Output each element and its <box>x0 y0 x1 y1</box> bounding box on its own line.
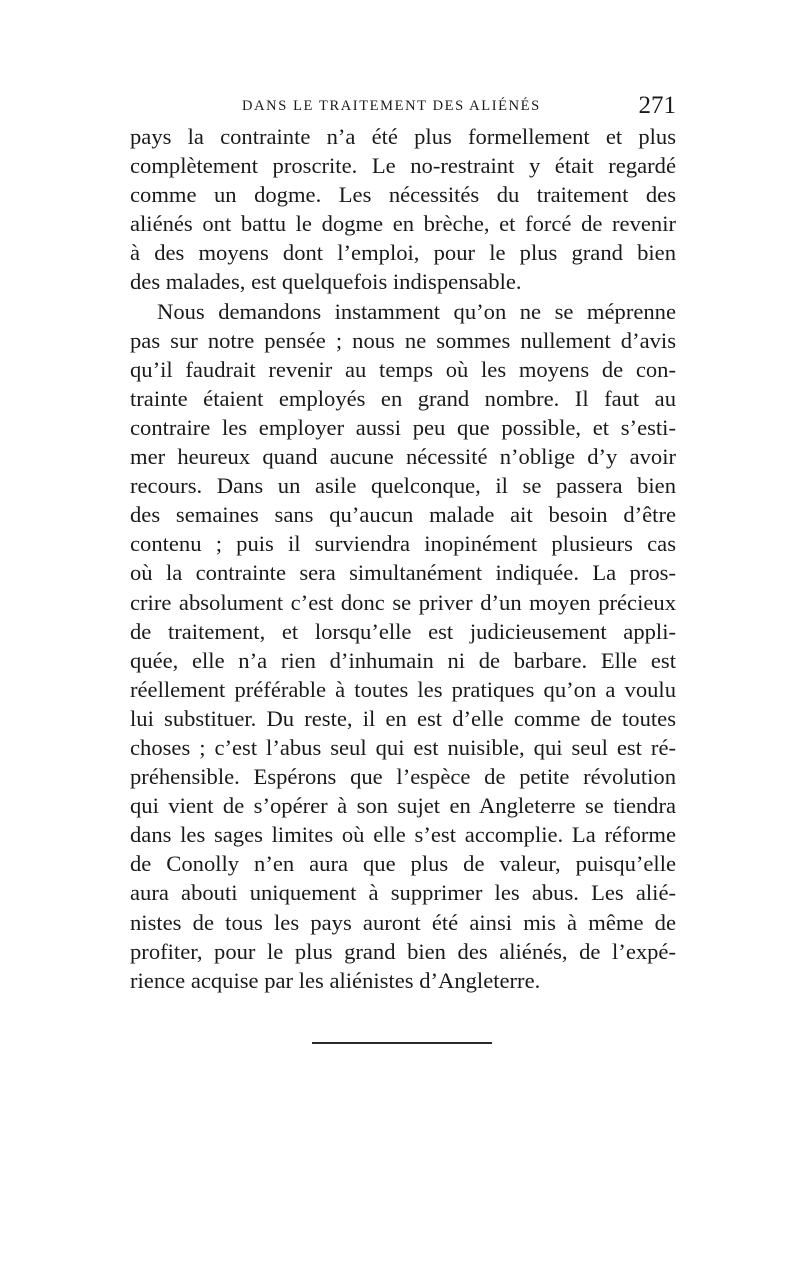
text-line: contenu ; puis il surviendra inopinément plusieurs cas <box>130 531 676 557</box>
text-line: aura abouti uniquement à supprimer les abus. Les alié- <box>130 880 676 906</box>
text-line: crire absolument c’est donc se priver d’un moyen précieux <box>130 589 676 615</box>
text-line: où la contrainte sera simultanément indiquée. La pros- <box>130 560 676 586</box>
text-line: pays la contrainte n’a été plus formellement et plus <box>130 124 676 149</box>
text-line: pas sur notre pensée ; nous ne sommes nullement d’avis <box>130 327 676 353</box>
text-line: choses ; c’est l’abus seul qui est nuisible, qui seul est ré- <box>130 734 676 760</box>
text-line: qu’il faudrait revenir au temps où les moyens de con- <box>130 356 676 382</box>
text-line: trainte étaient employés en grand nombre. Il faut au <box>130 385 676 411</box>
running-header <box>130 92 678 122</box>
body-text <box>130 122 676 995</box>
text-line: des semaines sans qu’aucun malade ait besoin d’être <box>130 502 676 528</box>
section-end-rule <box>312 1042 492 1044</box>
text-line: mer heureux quand aucune nécessité n’oblige d’y avoir <box>130 444 676 470</box>
text-line: profiter, pour le plus grand bien des aliénés, de l’expé- <box>130 938 676 964</box>
text-line: à des moyens dont l’emploi, pour le plus grand bien <box>130 240 676 266</box>
text-line: Nous demandons instamment qu’on ne se méprenne <box>157 298 676 324</box>
text-line: complètement proscrite. Le no-restraint y était regardé <box>130 153 676 179</box>
text-line: recours. Dans un asile quelconque, il se passera bien <box>130 473 676 499</box>
text-line: de Conolly n’en aura que plus de valeur, puisqu’elle <box>130 851 676 877</box>
text-line: des malades, est quelquefois indispensable. <box>130 269 522 295</box>
text-line: de traitement, et lorsqu’elle est judicieusement appli- <box>130 618 676 644</box>
running-title: DANS LE TRAITEMENT DES ALIÉNÉS <box>242 98 541 114</box>
text-line: qui vient de s’opérer à son sujet en Angleterre se tiendra <box>130 793 676 819</box>
text-line: nistes de tous les pays auront été ainsi mis à même de <box>130 909 676 935</box>
text-line: quée, elle n’a rien d’inhumain ni de barbare. Elle est <box>130 647 676 673</box>
text-line: préhensible. Espérons que l’espèce de petite révolution <box>130 764 676 790</box>
text-line: dans les sages limites où elle s’est accomplie. La réforme <box>130 822 676 848</box>
text-line: aliénés ont battu le dogme en brèche, et forcé de revenir <box>130 211 676 237</box>
text-line: lui substituer. Du reste, il en est d’elle comme de toutes <box>130 705 676 731</box>
text-line: réellement préférable à toutes les pratiques qu’on a voulu <box>130 676 676 702</box>
text-line: rience acquise par les aliénistes d’Angleterre. <box>130 967 541 993</box>
text-line: comme un dogme. Les nécessités du traitement des <box>130 182 676 208</box>
page-number: 271 <box>638 92 676 119</box>
text-line: contraire les employer aussi peu que possible, et s’esti- <box>130 414 676 440</box>
